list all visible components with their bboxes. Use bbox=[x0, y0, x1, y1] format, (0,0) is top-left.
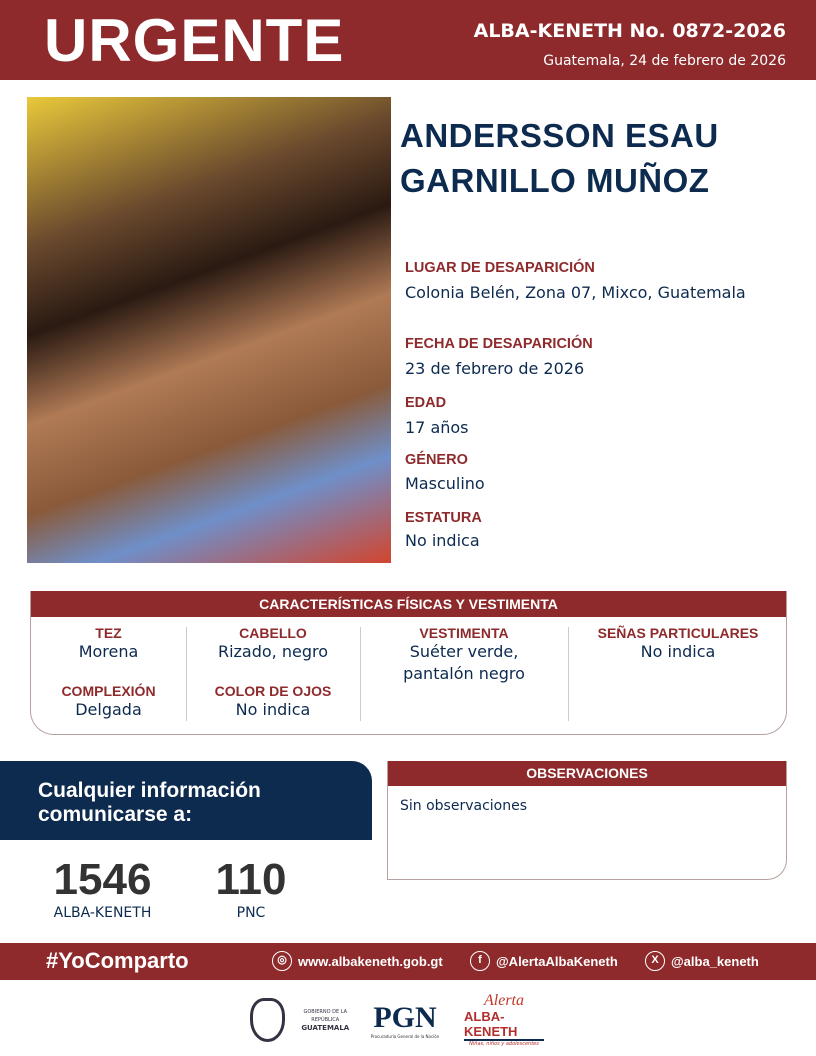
contact-line-1: Cualquier información bbox=[38, 779, 261, 802]
contact-alba-keneth bbox=[40, 855, 165, 921]
x-icon: X bbox=[645, 951, 665, 971]
contact-pnc bbox=[205, 855, 297, 921]
clothing-label: VESTIMENTA bbox=[419, 625, 509, 641]
field-label-date: FECHA DE DESAPARICIÓN bbox=[405, 336, 593, 352]
hashtag: #YoComparto bbox=[46, 948, 189, 973]
name-line-1: ANDERSSON ESAU bbox=[400, 117, 719, 154]
contact-banner bbox=[0, 761, 372, 840]
guatemala-government-logo bbox=[250, 995, 360, 1045]
column-tez-complexion bbox=[31, 617, 186, 721]
eye-color-label: COLOR DE OJOS bbox=[214, 683, 332, 699]
phone-number[interactable]: 110 bbox=[215, 855, 287, 904]
gov-line-1: GOBIERNO DE LA REPÚBLICA bbox=[303, 1009, 348, 1023]
field-label-height: ESTATURA bbox=[405, 510, 482, 526]
alba-keneth-text: ALBA-KENETH bbox=[464, 1009, 544, 1041]
facebook-text: @AlertaAlbaKeneth bbox=[496, 953, 618, 969]
marks-value: No indica bbox=[640, 642, 716, 661]
person-name bbox=[400, 113, 719, 203]
missing-person-photo bbox=[27, 97, 391, 563]
observations-text: Sin observaciones bbox=[400, 798, 528, 814]
alerta-text: Alerta bbox=[484, 992, 524, 1009]
marks-label: SEÑAS PARTICULARES bbox=[597, 625, 759, 641]
clothing-value-1: Suéter verde, bbox=[409, 642, 519, 661]
complexion-value: Delgada bbox=[75, 700, 142, 719]
field-label-gender: GÉNERO bbox=[405, 452, 468, 468]
field-value-age: 17 años bbox=[405, 418, 469, 437]
alerta-subtitle: Niñas, niños y adolescentes bbox=[469, 1041, 539, 1047]
coat-of-arms-icon bbox=[250, 998, 285, 1042]
phone-label: PNC bbox=[236, 905, 266, 921]
column-hair-eyes bbox=[186, 617, 360, 721]
tez-value: Morena bbox=[78, 642, 139, 661]
pgn-logo bbox=[365, 995, 445, 1045]
field-value-place: Colonia Belén, Zona 07, Mixco, Guatemala bbox=[405, 283, 746, 302]
observations-title: OBSERVACIONES bbox=[388, 761, 786, 786]
characteristics-title: CARACTERÍSTICAS FÍSICAS Y VESTIMENTA bbox=[31, 591, 786, 617]
gov-line-2: GUATEMALA bbox=[301, 1024, 350, 1032]
complexion-label: COMPLEXIÓN bbox=[61, 683, 156, 699]
globe-icon: ◎ bbox=[272, 951, 292, 971]
field-value-gender: Masculino bbox=[405, 474, 485, 493]
name-line-2: GARNILLO MUÑOZ bbox=[400, 162, 710, 199]
phone-label: ALBA-KENETH bbox=[53, 905, 152, 921]
eye-color-value: No indica bbox=[235, 700, 311, 719]
characteristics-panel bbox=[30, 591, 787, 735]
observations-panel bbox=[387, 761, 787, 880]
field-value-height: No indica bbox=[405, 531, 480, 550]
contact-line-2: comunicarse a: bbox=[38, 803, 193, 826]
field-value-date: 23 de febrero de 2026 bbox=[405, 359, 585, 378]
facebook-icon: f bbox=[470, 951, 490, 971]
field-label-place: LUGAR DE DESAPARICIÓN bbox=[405, 260, 595, 276]
column-marks bbox=[568, 617, 788, 663]
facebook-link[interactable] bbox=[470, 951, 618, 971]
phone-number[interactable]: 1546 bbox=[53, 855, 152, 904]
header-banner bbox=[0, 0, 816, 80]
alert-date: Guatemala, 24 de febrero de 2026 bbox=[543, 53, 786, 69]
website-link[interactable] bbox=[272, 951, 443, 971]
pgn-subtitle: Procuraduría General de la Nación bbox=[370, 1033, 440, 1039]
alerta-alba-keneth-logo bbox=[464, 992, 544, 1047]
clothing-value-2: pantalón negro bbox=[403, 664, 525, 683]
field-label-age: EDAD bbox=[405, 395, 447, 411]
x-link[interactable] bbox=[645, 951, 759, 971]
tez-label: TEZ bbox=[95, 625, 122, 641]
website-text: www.albakeneth.gob.gt bbox=[298, 953, 443, 969]
pgn-text: PGN bbox=[373, 1000, 437, 1034]
footer-banner bbox=[0, 943, 816, 980]
alert-number: ALBA-KENETH No. 0872-2026 bbox=[473, 20, 786, 42]
column-clothing bbox=[360, 617, 568, 685]
hair-value: Rizado, negro bbox=[217, 642, 329, 661]
urgent-title: URGENTE bbox=[44, 7, 345, 74]
hair-label: CABELLO bbox=[239, 625, 307, 641]
x-text: @alba_keneth bbox=[671, 953, 759, 969]
